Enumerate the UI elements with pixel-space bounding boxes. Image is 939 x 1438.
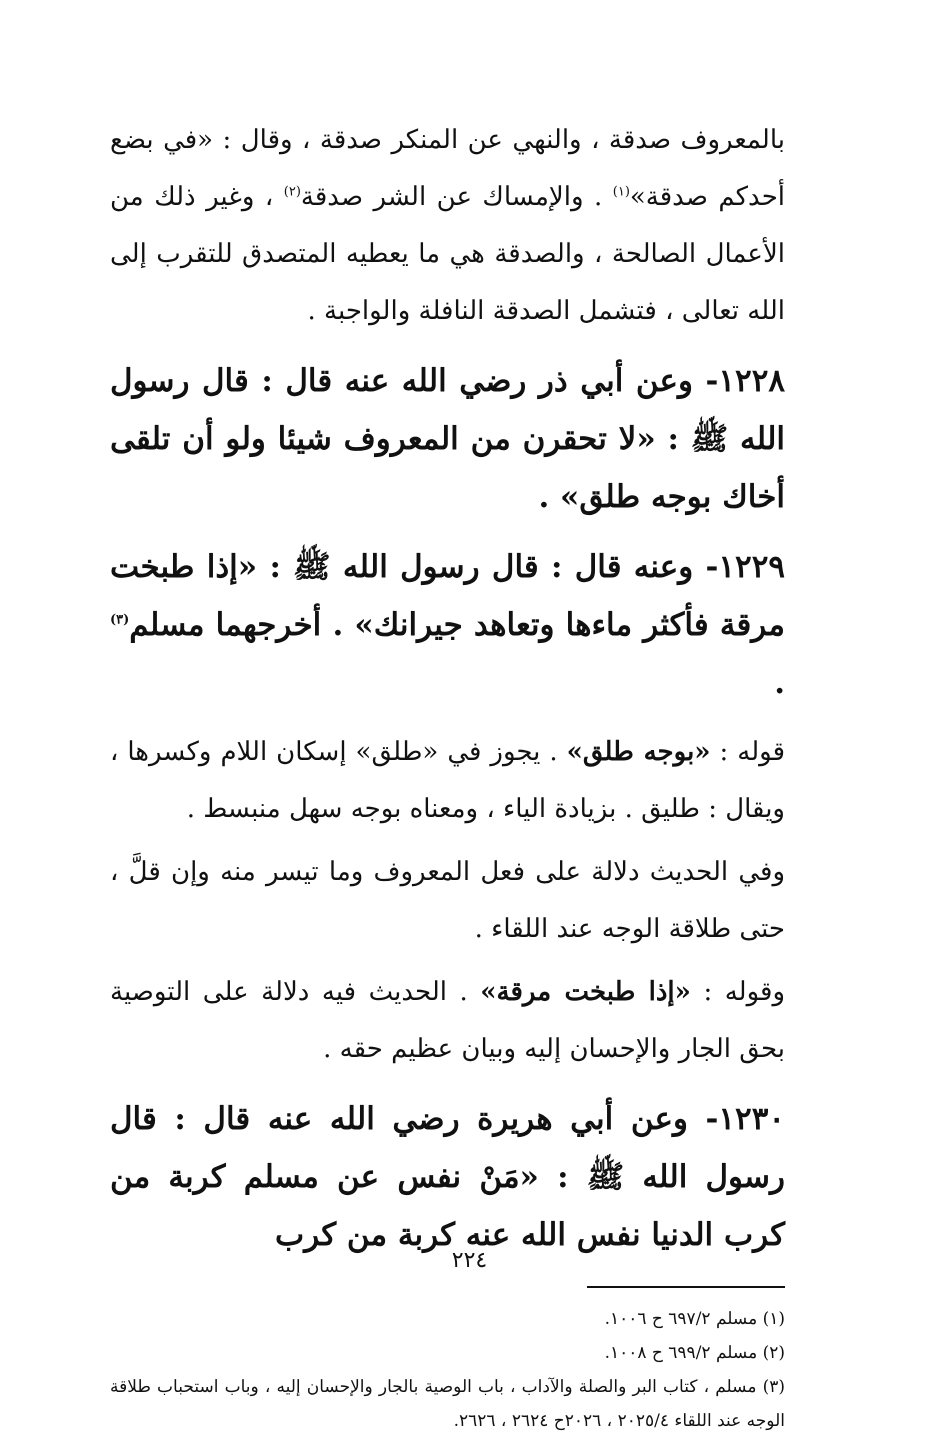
hadith-1229-end: . [774,665,785,701]
hadith-1229 [110,538,785,712]
commentary-1-a: قوله : [710,737,785,767]
footnote-separator [587,1286,785,1288]
commentary-1-c: . يجوز في «طلق» إسكان اللام وكسرها ، ويقال : طليق . بزيادة الياء ، ومعناه بوجه سهل منبسط . [110,737,785,824]
hadith-1230 [110,1090,785,1264]
intro-paragraph [110,112,785,340]
intro-text-2: صدقة» [629,182,708,212]
commentary-3 [110,964,785,1078]
commentary-2 [110,844,785,958]
footnote-3: (٣) مسلم ، كتاب البر والصلة والآداب ، باب الوصية بالجار والإحسان إليه ، وباب استحباب طلاقة الوجه عند اللقاء ٢٠٢٥/٤ ، ٢٠٢٦ح ٢٦٢٤ ، ٢٦٢٦. [110,1377,785,1431]
footnote-1: (١) مسلم ٦٩٧/٢ ح ١٠٠٦. [604,1309,785,1329]
commentary-3-a: وقوله : [690,977,785,1007]
footnote-ref-3[interactable]: (٣) [110,612,130,628]
commentary-2-text: وفي الحديث دلالة على فعل المعروف وما تيسر منه وإن قلَّ ، حتى طلاقة الوجه عند اللقاء . [110,857,785,944]
intro-text-4: ، وغير ذلك من الأعمال الصالحة ، والصدقة هي ما يعطيه المتصدق للتقرب إلى الله تعالى ، فتشمل الصدقة النافلة والواجبة . [110,182,785,326]
footnote-ref-1[interactable]: (١) [612,184,630,200]
hadith-1229-text: ١٢٢٩- وعنه قال : قال رسول الله ﷺ : «إذا طبخت مرقة فأكثر ماءها وتعاهد جيرانك» . أخرجهما مسلم [110,549,785,643]
intro-text-3: . والإمساك عن الشر صدقة [300,182,613,212]
hadith-1228-text: ١٢٢٨- وعن أبي ذر رضي الله عنه قال : قال رسول الله ﷺ : «لا تحقرن من المعروف شيئا ولو أن تلقى أخاك بوجه طلق» . [110,363,785,515]
hadith-1228 [110,352,785,526]
intro-text-1: بالمعروف صدقة ، والنهي عن المنكر صدقة ، وقال : «في بضع أحدكم [110,125,785,212]
commentary-1-quote: «بوجه طلق» [566,737,711,767]
footnote-2: (٢) مسلم ٦٩٩/٢ ح ١٠٠٨. [604,1343,785,1363]
commentary-3-c: . الحديث فيه دلالة على التوصية بحق الجار والإحسان إليه وبيان عظيم حقه . [110,977,785,1064]
hadith-1230-text: ١٢٣٠- وعن أبي هريرة رضي الله عنه قال : قال رسول الله ﷺ : «مَنْ نفس عن مسلم كربة من كرب الدنيا نفس الله عنه كربة من كرب [110,1101,785,1253]
commentary-3-quote: «إذا طبخت مرقة» [480,977,691,1007]
commentary-1 [110,724,785,838]
page-number: ٢٢٤ [451,1248,488,1273]
footnote-ref-2[interactable]: (٢) [283,184,301,200]
page-body [110,112,785,1438]
